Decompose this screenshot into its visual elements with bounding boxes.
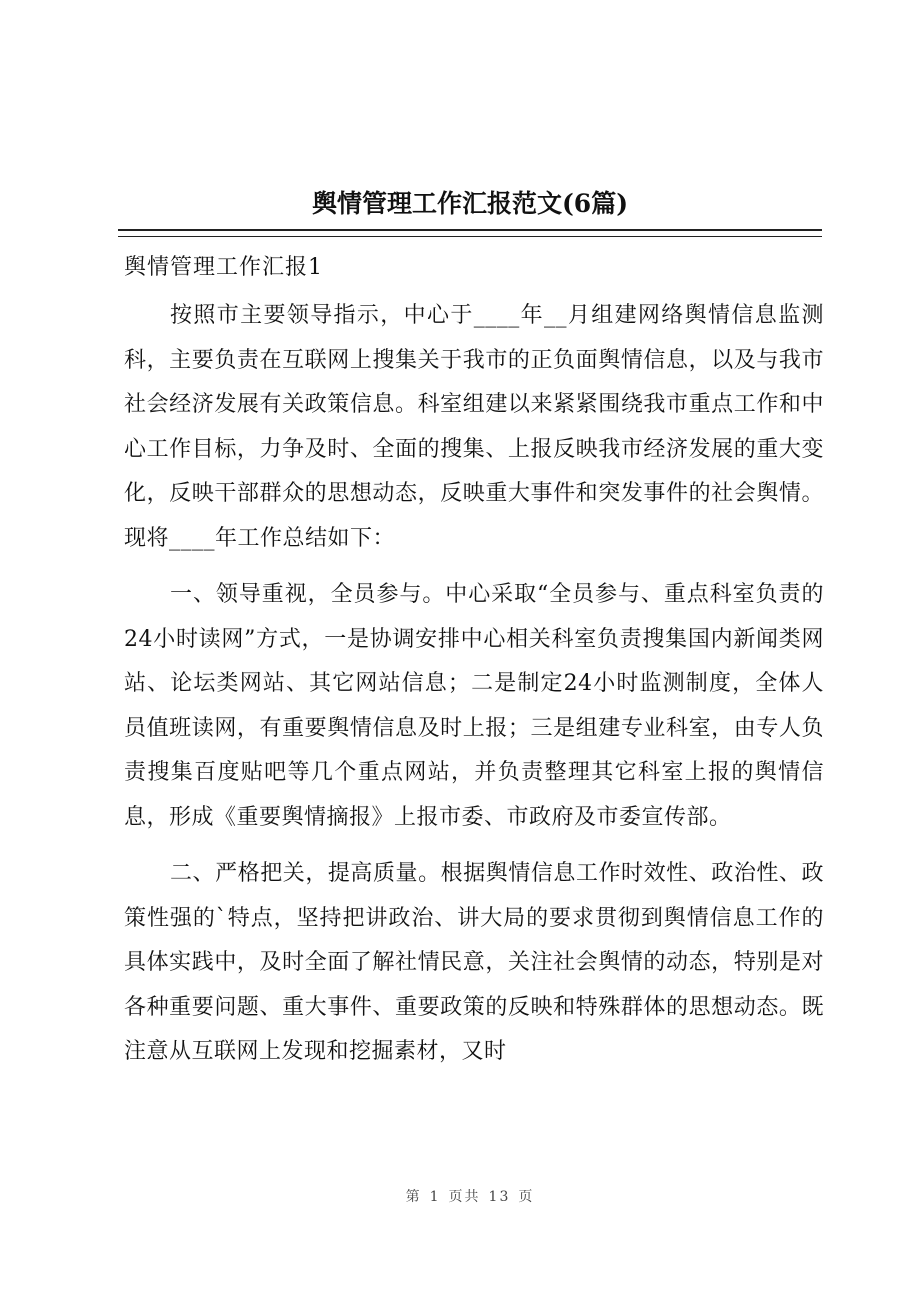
paragraph-point-one: 一、领导重视，全员参与。中心采取“全员参与、重点科室负责的24小时读网”方式，一是协调安排中心相关科室负责搜集国内新闻类网站、论坛类网站、其它网站信息；二是制定24小时监测制度，全体人员值班读网，有重要舆情信息及时上报；三是组建专业科室，由专人负责搜集百度贴吧等几个重点网站，并负责整理其它科室上报的舆情信息，形成《重要舆情摘报》上报市委、市政府及市委宣传部。 (124, 582, 824, 830)
footer-total-pages: 13 (488, 1189, 511, 1205)
section-heading: 舆情管理工作汇报1 (124, 255, 323, 280)
paragraph-intro: 按照市主要领导指示，中心于____年__月组建网络舆情信息监测科，主要负责在互联网上搜集关于我市的正负面舆情信息，以及与我市社会经济发展有关政策信息。科室组建以来紧紧围绕我市重点工作和中心工作目标，力争及时、全面的搜集、上报反映我市经济发展的重大变化，反映干部群众的思想动态，反映重大事件和突发事件的社会舆情。现将____年工作总结如下： (124, 303, 824, 551)
footer-middle: 页共 (448, 1189, 481, 1205)
footer-prefix: 第 (405, 1189, 422, 1205)
document-body (124, 245, 824, 1075)
document-title: 舆情管理工作汇报范文(6篇) (311, 189, 629, 218)
footer-suffix: 页 (518, 1189, 535, 1205)
footer-current-page: 1 (429, 1189, 441, 1205)
page-footer (0, 1186, 920, 1206)
paragraph-point-two: 二、严格把关，提高质量。根据舆情信息工作时效性、政治性、政策性强的`特点，坚持把讲政治、讲大局的要求贯彻到舆情信息工作的具体实践中，及时全面了解社情民意，关注社会舆情的动态，特别是对各种重要问题、重大事件、重要政策的反映和特殊群体的思想动态。既注意从互联网上发现和挖掘素材，又时 (124, 861, 824, 1064)
title-double-rule (118, 229, 822, 237)
